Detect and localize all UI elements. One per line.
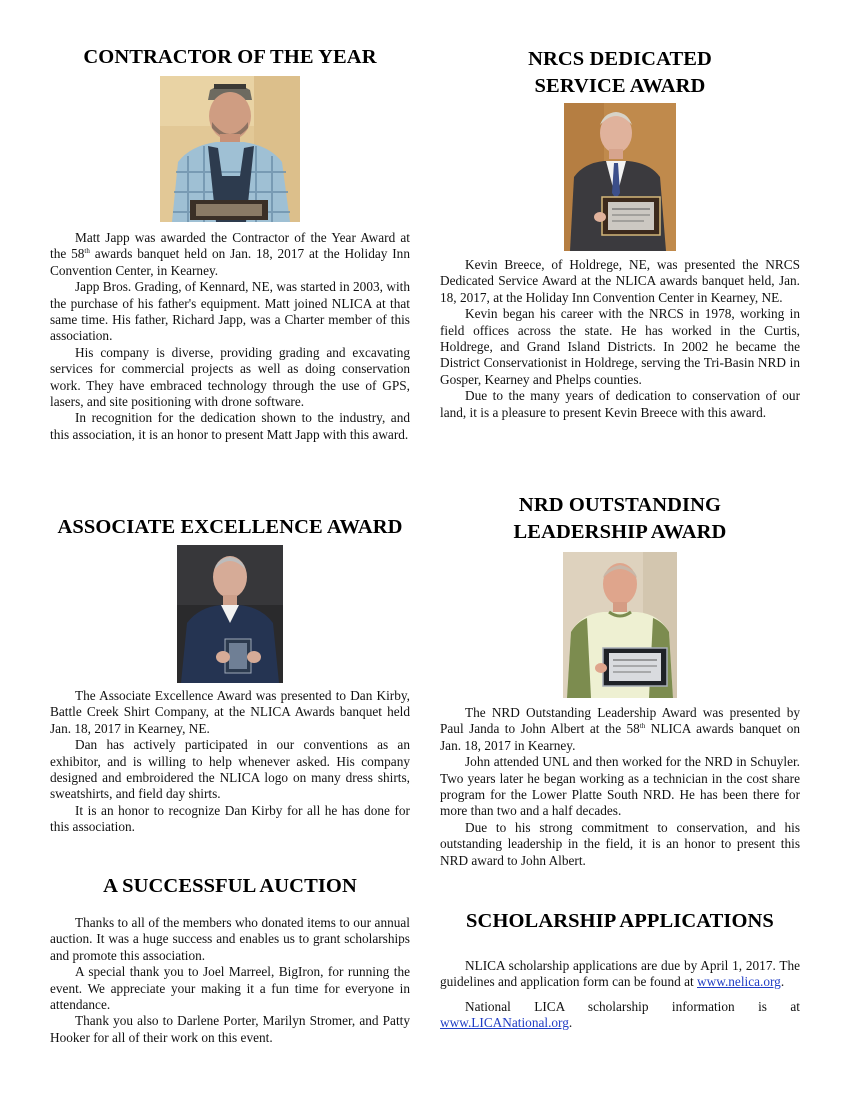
nrd-photo (563, 552, 677, 698)
contractor-photo (160, 76, 300, 222)
nelica-link[interactable]: www.nelica.org (697, 974, 781, 990)
scholarship-paragraph-2: National LICA scholarship information is at www.LICANational.org. (440, 998, 800, 1031)
auction-title: A SUCCESSFUL AUCTION (103, 875, 357, 897)
nrcs-title: NRCS DEDICATED SERVICE AWARD (528, 48, 712, 97)
contractor-paragraph-3: His company is diverse, providing grading and excavating services for commercial projects as well as doing conservation work. They have embraced technology through the use of GPS, lasers, and site positioning with drone software. (50, 344, 410, 410)
contractor-paragraph-2: Japp Bros. Grading, of Kennard, NE, was started in 2003, with the purchase of his father's equipment. Matt joined NLICA at that same time. His father, Richard Japp, was a Charter member of this association. (50, 279, 410, 344)
scholarship-title: SCHOLARSHIP APPLICATIONS (466, 910, 774, 932)
associate-paragraph-2: Dan has actively participated in our conventions as an exhibitor, and is willing to help whenever asked. His company designed and embroidered the NLICA logo on many dress shirts, sweatshirts, and field day shirts. (50, 737, 410, 802)
nrcs-paragraph-2: Kevin began his career with the NRCS in 1978, working in field offices across the state. He has worked in the Curtis, Holdrege, and Grand Island Districts. In 2002 he became the District Conservationist in Holdrege, serving the Tri-Basin NRD in Gosper, Kearney and Phelps counties. (440, 306, 800, 387)
auction-paragraph-2: A special thank you to Joel Marreel, BigIron, for running the event. We appreciate your making it a fun time for everyone in attendance. (50, 964, 410, 1013)
associate-paragraph-1: The Associate Excellence Award was presented to Dan Kirby, Battle Creek Shirt Company, at the NLICA Awards banquet held Jan. 18, 2017 in Kearney, NE. (50, 688, 410, 736)
nrcs-paragraph-3: Due to the many years of dedication to conservation of our land, it is a pleasure to present Kevin Breece with this award. (440, 388, 800, 420)
scholarship-section (440, 908, 800, 1032)
contractor-section (50, 44, 410, 443)
nrd-paragraph-1: The NRD Outstanding Leadership Award was presented by Paul Janda to John Albert at the 58th NLICA awards banquet on Jan. 18, 2017 in Kearney. (440, 705, 800, 753)
auction-section (50, 873, 410, 1046)
associate-section (50, 514, 410, 836)
nrd-title: NRD OUTSTANDING LEADERSHIP AWARD (513, 494, 727, 543)
auction-paragraph-1: Thanks to all of the members who donated items to our annual auction. It was a huge success and enables us to grant scholarships and promote this association. (50, 915, 410, 963)
auction-paragraph-3: Thank you also to Darlene Porter, Marilyn Stromer, and Patty Hooker for all of their work on this event. (50, 1013, 410, 1045)
contractor-title: CONTRACTOR OF THE YEAR (83, 46, 377, 68)
nrcs-paragraph-1: Kevin Breece, of Holdrege, NE, was presented the NRCS Dedicated Service Award at the NLICA awards banquet held, Jan. 18, 2017, at the Holiday Inn Convention Center in Kearney, NE. (440, 257, 800, 305)
associate-title: ASSOCIATE EXCELLENCE AWARD (57, 516, 403, 538)
nrd-paragraph-3: Due to his strong commitment to conservation, and his outstanding leadership in the field, it is an honor to present this NRD award to John Albert. (440, 819, 800, 868)
scholarship-paragraph-1: NLICA scholarship applications are due by April 1, 2017. The guidelines and application form can be found at www.nelica.org. (440, 958, 800, 990)
associate-photo (177, 545, 283, 683)
nrd-section (440, 492, 800, 869)
nrd-paragraph-2: John attended UNL and then worked for the NRD in Schuyler. Two years later he began working as a technician in the cost share program for the Lower Platte South NRD. He has been there for more than two and a half decades. (440, 754, 800, 819)
associate-paragraph-3: It is an honor to recognize Dan Kirby for all he has done for this association. (50, 802, 410, 835)
contractor-paragraph-4: In recognition for the dedication shown to the industry, and this association, it is an honor to present Matt Japp with this award. (50, 410, 410, 442)
nrcs-photo (564, 103, 676, 251)
contractor-paragraph-1: Matt Japp was awarded the Contractor of the Year Award at the 58th awards banquet held on Jan. 18, 2017 at the Holiday Inn Convention Center, in Kearney. (50, 230, 410, 278)
licanational-link[interactable]: www.LICANational.org (440, 1015, 569, 1031)
nrcs-section (440, 46, 800, 421)
